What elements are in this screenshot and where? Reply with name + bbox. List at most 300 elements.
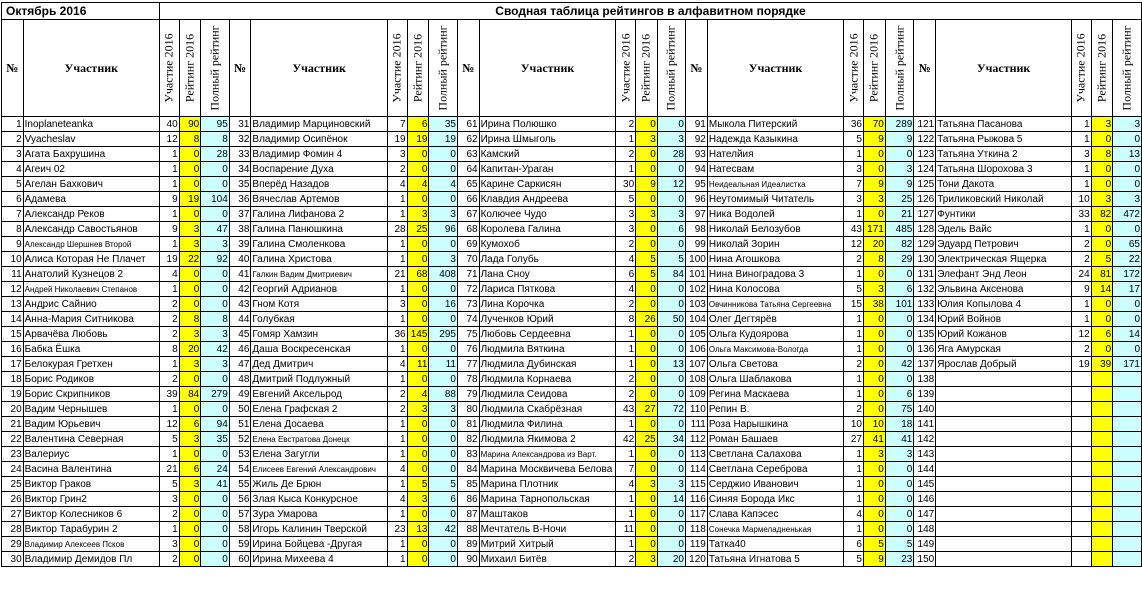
header-participant: Участник bbox=[23, 20, 159, 117]
row-number: 113 bbox=[685, 447, 707, 462]
participant-name: Лана Сноу bbox=[479, 267, 616, 282]
rating-value: 0 bbox=[636, 117, 658, 132]
table-row bbox=[2, 417, 1142, 432]
row-number: 44 bbox=[229, 312, 251, 327]
header-participation bbox=[844, 20, 864, 117]
full-rating-value: 0 bbox=[429, 537, 458, 552]
full-rating-value: 0 bbox=[201, 267, 230, 282]
rating-value: 0 bbox=[407, 312, 429, 327]
participation-count bbox=[1071, 402, 1091, 417]
participation-count: 28 bbox=[387, 222, 407, 237]
participant-name: Нина Колосова bbox=[707, 282, 843, 297]
rating-value: 0 bbox=[407, 237, 429, 252]
participant-name: Людмила Вяткина bbox=[479, 342, 616, 357]
participation-count: 1 bbox=[844, 312, 864, 327]
participation-count: 1 bbox=[616, 447, 636, 462]
participant-name: Игорь Калинин Тверской bbox=[251, 522, 387, 537]
row-number: 13 bbox=[2, 297, 24, 312]
participation-count: 1 bbox=[387, 342, 407, 357]
full-rating-value: 0 bbox=[429, 417, 458, 432]
participation-count: 7 bbox=[387, 117, 407, 132]
ratings-table bbox=[1, 2, 1142, 567]
participation-count: 1 bbox=[159, 177, 179, 192]
participation-count: 2 bbox=[616, 372, 636, 387]
full-rating-value: 0 bbox=[885, 312, 914, 327]
header-full-rating bbox=[657, 20, 685, 117]
full-rating-value: 0 bbox=[429, 282, 458, 297]
participation-count: 1 bbox=[844, 387, 864, 402]
full-rating-value: 96 bbox=[429, 222, 458, 237]
row-number: 66 bbox=[457, 192, 479, 207]
participation-count: 5 bbox=[159, 477, 179, 492]
rating-value: 6 bbox=[179, 417, 201, 432]
header-participation-text: Участие 2016 bbox=[1073, 33, 1088, 103]
rating-value: 0 bbox=[636, 462, 658, 477]
full-rating-value bbox=[1113, 552, 1142, 567]
rating-value: 0 bbox=[407, 552, 429, 567]
full-rating-value: 22 bbox=[1113, 252, 1142, 267]
rating-value: 0 bbox=[863, 207, 885, 222]
full-rating-value: 0 bbox=[657, 507, 685, 522]
rating-value: 3 bbox=[407, 492, 429, 507]
participant-name: Татьяна Шорохова 3 bbox=[936, 162, 1072, 177]
full-rating-value: 0 bbox=[657, 447, 685, 462]
row-number: 91 bbox=[685, 117, 707, 132]
participant-name: Юлия Копылова 4 bbox=[936, 297, 1072, 312]
full-rating-value: 0 bbox=[657, 192, 685, 207]
header-rating-text: Рейтинг 2016 bbox=[866, 33, 881, 103]
full-rating-value: 485 bbox=[885, 222, 914, 237]
rating-value: 3 bbox=[179, 222, 201, 237]
participant-name: Анна-Мария Ситникова bbox=[23, 312, 159, 327]
full-rating-value: 13 bbox=[657, 357, 685, 372]
participation-count: 2 bbox=[616, 387, 636, 402]
full-rating-value bbox=[1113, 417, 1142, 432]
participation-count: 1 bbox=[616, 342, 636, 357]
participation-count: 43 bbox=[616, 402, 636, 417]
row-number: 43 bbox=[229, 297, 251, 312]
row-number: 48 bbox=[229, 372, 251, 387]
participant-name: Татьяна Рыжова 5 bbox=[936, 132, 1072, 147]
full-rating-value: 13 bbox=[1113, 147, 1142, 162]
row-number: 30 bbox=[2, 552, 24, 567]
participation-count: 1 bbox=[844, 492, 864, 507]
header-number: № bbox=[685, 20, 707, 117]
participation-count: 24 bbox=[1071, 267, 1091, 282]
rating-value bbox=[1091, 432, 1113, 447]
participant-name: Николай Зорин bbox=[707, 237, 843, 252]
participant-name bbox=[936, 402, 1072, 417]
participation-count bbox=[1071, 522, 1091, 537]
rating-value: 14 bbox=[1091, 282, 1113, 297]
full-rating-value: 0 bbox=[885, 372, 914, 387]
rating-value: 38 bbox=[863, 297, 885, 312]
full-rating-value: 104 bbox=[201, 192, 230, 207]
row-number: 38 bbox=[229, 222, 251, 237]
rating-value: 5 bbox=[407, 477, 429, 492]
rating-value: 0 bbox=[636, 537, 658, 552]
header-rating-text: Рейтинг 2016 bbox=[1094, 33, 1109, 103]
row-number: 18 bbox=[2, 372, 24, 387]
table-body bbox=[2, 117, 1142, 567]
participant-name bbox=[936, 522, 1072, 537]
participation-count: 4 bbox=[159, 267, 179, 282]
participation-count: 2 bbox=[159, 507, 179, 522]
participant-name: Валериус bbox=[23, 447, 159, 462]
row-number: 149 bbox=[914, 537, 936, 552]
row-number: 8 bbox=[2, 222, 24, 237]
table-row bbox=[2, 507, 1142, 522]
participant-name: Владимир Алексеев Псков bbox=[23, 537, 159, 552]
table-row bbox=[2, 192, 1142, 207]
row-number: 89 bbox=[457, 537, 479, 552]
row-number: 47 bbox=[229, 357, 251, 372]
participant-name: Злая Кыса Конкурсное bbox=[251, 492, 387, 507]
row-number: 150 bbox=[914, 552, 936, 567]
full-rating-value: 0 bbox=[201, 447, 230, 462]
rating-value: 0 bbox=[407, 282, 429, 297]
row-number: 114 bbox=[685, 462, 707, 477]
participant-name: Светлана Салахова bbox=[707, 447, 843, 462]
rating-value: 0 bbox=[1091, 237, 1113, 252]
participant-name: Неутомимый Читатель bbox=[707, 192, 843, 207]
participant-name: Адамева bbox=[23, 192, 159, 207]
rating-value: 0 bbox=[636, 522, 658, 537]
full-rating-value: 3 bbox=[201, 327, 230, 342]
rating-value: 3 bbox=[863, 282, 885, 297]
row-number: 97 bbox=[685, 207, 707, 222]
participant-name bbox=[936, 387, 1072, 402]
row-number: 63 bbox=[457, 147, 479, 162]
rating-value: 0 bbox=[863, 522, 885, 537]
participation-count: 5 bbox=[844, 552, 864, 567]
row-number: 137 bbox=[914, 357, 936, 372]
rating-value: 3 bbox=[636, 552, 658, 567]
row-number: 144 bbox=[914, 462, 936, 477]
participation-count: 4 bbox=[616, 252, 636, 267]
row-number: 86 bbox=[457, 492, 479, 507]
row-number: 136 bbox=[914, 342, 936, 357]
header-full-rating-text: Полный рейтинг bbox=[663, 25, 678, 111]
rating-value: 3 bbox=[179, 432, 201, 447]
row-number: 148 bbox=[914, 522, 936, 537]
participation-count: 1 bbox=[387, 507, 407, 522]
participant-name: Кумохоб bbox=[479, 237, 616, 252]
participant-name: Лариса Пяткова bbox=[479, 282, 616, 297]
participant-name: Триликовский Николай bbox=[936, 192, 1072, 207]
participation-count: 7 bbox=[616, 462, 636, 477]
participant-name: Бабка Ёшка bbox=[23, 342, 159, 357]
rating-value bbox=[1091, 522, 1113, 537]
rating-value: 0 bbox=[636, 282, 658, 297]
participant-name: Юрий Кожанов bbox=[936, 327, 1072, 342]
rating-value: 8 bbox=[863, 252, 885, 267]
rating-value: 0 bbox=[636, 417, 658, 432]
header-participant: Участник bbox=[707, 20, 843, 117]
participant-name: Юрий Войнов bbox=[936, 312, 1072, 327]
rating-value: 3 bbox=[407, 207, 429, 222]
participation-count bbox=[1071, 507, 1091, 522]
full-rating-value: 0 bbox=[885, 327, 914, 342]
rating-value: 0 bbox=[636, 237, 658, 252]
participation-count: 4 bbox=[387, 462, 407, 477]
rating-value bbox=[1091, 402, 1113, 417]
rating-value: 0 bbox=[179, 372, 201, 387]
participant-name: Вперёд Назадов bbox=[251, 177, 387, 192]
participation-count: 6 bbox=[616, 267, 636, 282]
participant-name: Елена Графская 2 bbox=[251, 402, 387, 417]
full-rating-value: 41 bbox=[885, 432, 914, 447]
row-number: 36 bbox=[229, 192, 251, 207]
full-rating-value: 101 bbox=[885, 297, 914, 312]
full-rating-value: 295 bbox=[429, 327, 458, 342]
participant-name: Ирина Полюшко bbox=[479, 117, 616, 132]
row-number: 119 bbox=[685, 537, 707, 552]
table-row bbox=[2, 117, 1142, 132]
participation-count: 3 bbox=[844, 162, 864, 177]
participant-name: Дмитрий Подлужный bbox=[251, 372, 387, 387]
participant-name: Мыкола Питерский bbox=[707, 117, 843, 132]
rating-value: 0 bbox=[179, 297, 201, 312]
rating-value: 9 bbox=[863, 552, 885, 567]
participation-count: 1 bbox=[844, 462, 864, 477]
header-number: № bbox=[2, 20, 24, 117]
rating-value: 0 bbox=[636, 492, 658, 507]
row-number: 103 bbox=[685, 297, 707, 312]
row-number: 79 bbox=[457, 387, 479, 402]
participation-count: 1 bbox=[387, 237, 407, 252]
participation-count: 1 bbox=[1071, 117, 1091, 132]
full-rating-value: 0 bbox=[1113, 312, 1142, 327]
full-rating-value: 0 bbox=[885, 507, 914, 522]
full-rating-value: 0 bbox=[657, 117, 685, 132]
full-rating-value bbox=[1113, 462, 1142, 477]
participation-count: 4 bbox=[844, 507, 864, 522]
participation-count: 1 bbox=[387, 417, 407, 432]
participation-count: 12 bbox=[159, 417, 179, 432]
participant-name bbox=[936, 507, 1072, 522]
full-rating-value: 0 bbox=[657, 282, 685, 297]
participation-count bbox=[1071, 492, 1091, 507]
participation-count: 1 bbox=[387, 207, 407, 222]
rating-value: 0 bbox=[636, 147, 658, 162]
table-row bbox=[2, 552, 1142, 567]
header-participation bbox=[1071, 20, 1091, 117]
participation-count: 1 bbox=[844, 147, 864, 162]
full-rating-value: 0 bbox=[201, 372, 230, 387]
full-rating-value: 0 bbox=[1113, 177, 1142, 192]
full-rating-value: 0 bbox=[657, 342, 685, 357]
participant-name: Лученков Юрий bbox=[479, 312, 616, 327]
participation-count: 3 bbox=[616, 222, 636, 237]
participant-name: Ольга Шаблакова bbox=[707, 372, 843, 387]
participant-name bbox=[936, 417, 1072, 432]
participant-name: Ярослав Добрый bbox=[936, 357, 1072, 372]
full-rating-value: 28 bbox=[657, 147, 685, 162]
row-number: 34 bbox=[229, 162, 251, 177]
participant-name: Георгий Адрианов bbox=[251, 282, 387, 297]
participant-name: Репин В. bbox=[707, 402, 843, 417]
participation-count: 19 bbox=[387, 132, 407, 147]
participation-count: 27 bbox=[844, 432, 864, 447]
participation-count: 1 bbox=[387, 552, 407, 567]
full-rating-value: 6 bbox=[885, 387, 914, 402]
row-number: 3 bbox=[2, 147, 24, 162]
rating-value: 22 bbox=[179, 252, 201, 267]
row-number: 4 bbox=[2, 162, 24, 177]
rating-value: 3 bbox=[1091, 117, 1113, 132]
full-rating-value: 0 bbox=[429, 372, 458, 387]
rating-value: 0 bbox=[636, 387, 658, 402]
row-number: 52 bbox=[229, 432, 251, 447]
participation-count: 1 bbox=[844, 447, 864, 462]
rating-value: 0 bbox=[863, 507, 885, 522]
full-rating-value: 0 bbox=[657, 327, 685, 342]
row-number: 117 bbox=[685, 507, 707, 522]
participation-count: 4 bbox=[616, 477, 636, 492]
participant-name: Анатолий Кузнецов 2 bbox=[23, 267, 159, 282]
table-row bbox=[2, 177, 1142, 192]
rating-value: 145 bbox=[407, 327, 429, 342]
full-rating-value: 47 bbox=[201, 222, 230, 237]
row-number: 15 bbox=[2, 327, 24, 342]
row-number: 72 bbox=[457, 282, 479, 297]
row-number: 118 bbox=[685, 522, 707, 537]
full-rating-value: 0 bbox=[429, 192, 458, 207]
header-number: № bbox=[457, 20, 479, 117]
participant-name: Капитан-Ураган bbox=[479, 162, 616, 177]
rating-value: 0 bbox=[1091, 297, 1113, 312]
participation-count: 36 bbox=[844, 117, 864, 132]
row-number: 73 bbox=[457, 297, 479, 312]
participant-name: Элефант Энд Леон bbox=[936, 267, 1072, 282]
row-number: 122 bbox=[914, 132, 936, 147]
full-rating-value: 42 bbox=[885, 357, 914, 372]
rating-value: 25 bbox=[636, 432, 658, 447]
participant-name: Галина Панюшкина bbox=[251, 222, 387, 237]
row-number: 46 bbox=[229, 342, 251, 357]
participation-count: 19 bbox=[159, 252, 179, 267]
participation-count: 4 bbox=[387, 357, 407, 372]
row-number: 96 bbox=[685, 192, 707, 207]
participation-count: 2 bbox=[616, 552, 636, 567]
full-rating-value: 3 bbox=[1113, 192, 1142, 207]
row-number: 14 bbox=[2, 312, 24, 327]
participation-count: 12 bbox=[159, 132, 179, 147]
rating-value: 0 bbox=[407, 297, 429, 312]
participation-count: 2 bbox=[159, 312, 179, 327]
participation-count: 1 bbox=[844, 327, 864, 342]
participation-count: 2 bbox=[844, 402, 864, 417]
full-rating-value: 0 bbox=[885, 522, 914, 537]
participation-count: 30 bbox=[616, 177, 636, 192]
rating-value: 82 bbox=[1091, 207, 1113, 222]
participation-count: 1 bbox=[844, 522, 864, 537]
rating-value: 0 bbox=[179, 537, 201, 552]
row-number: 49 bbox=[229, 387, 251, 402]
participant-name: Елена Досаева bbox=[251, 417, 387, 432]
full-rating-value: 0 bbox=[429, 507, 458, 522]
full-rating-value: 25 bbox=[885, 192, 914, 207]
full-rating-value: 92 bbox=[201, 252, 230, 267]
participant-name: Карине Саркисян bbox=[479, 177, 616, 192]
participant-name: Неидеальная Идеалистка bbox=[707, 177, 843, 192]
participation-count: 1 bbox=[844, 477, 864, 492]
participation-count: 2 bbox=[1071, 342, 1091, 357]
full-rating-value bbox=[1113, 402, 1142, 417]
participation-count: 1 bbox=[1071, 297, 1091, 312]
header-participation-text: Участие 2016 bbox=[846, 33, 861, 103]
row-number: 37 bbox=[229, 207, 251, 222]
header-row bbox=[2, 20, 1142, 117]
month-label: Октябрь 2016 bbox=[2, 3, 160, 20]
rating-value: 9 bbox=[863, 177, 885, 192]
participation-count: 1 bbox=[844, 207, 864, 222]
participant-name: Синяя Борода Икс bbox=[707, 492, 843, 507]
row-number: 77 bbox=[457, 357, 479, 372]
row-number: 65 bbox=[457, 177, 479, 192]
participation-count: 2 bbox=[844, 252, 864, 267]
rating-value: 0 bbox=[863, 492, 885, 507]
participation-count bbox=[1071, 447, 1091, 462]
row-number: 108 bbox=[685, 372, 707, 387]
row-number: 9 bbox=[2, 237, 24, 252]
rating-value: 3 bbox=[636, 207, 658, 222]
participant-name: Vyacheslav bbox=[23, 132, 159, 147]
header-rating-text: Рейтинг 2016 bbox=[182, 33, 197, 103]
row-number: 78 bbox=[457, 372, 479, 387]
full-rating-value: 0 bbox=[885, 147, 914, 162]
full-rating-value: 3 bbox=[657, 132, 685, 147]
participation-count: 6 bbox=[844, 537, 864, 552]
rating-value bbox=[1091, 537, 1113, 552]
row-number: 25 bbox=[2, 477, 24, 492]
participation-count: 1 bbox=[616, 537, 636, 552]
rating-value: 0 bbox=[1091, 342, 1113, 357]
rating-value: 0 bbox=[636, 357, 658, 372]
rating-value: 0 bbox=[863, 477, 885, 492]
participant-name: Надежда Казыкина bbox=[707, 132, 843, 147]
row-number: 107 bbox=[685, 357, 707, 372]
row-number: 7 bbox=[2, 207, 24, 222]
rating-sheet bbox=[1, 2, 1142, 567]
full-rating-value: 3 bbox=[429, 207, 458, 222]
rating-value: 3 bbox=[863, 192, 885, 207]
full-rating-value: 19 bbox=[429, 132, 458, 147]
participation-count: 1 bbox=[387, 312, 407, 327]
participant-name: Белокурая Гретхен bbox=[23, 357, 159, 372]
rating-value: 5 bbox=[636, 267, 658, 282]
rating-value: 5 bbox=[863, 537, 885, 552]
rating-value: 0 bbox=[179, 162, 201, 177]
participant-name: Марина Плотник bbox=[479, 477, 616, 492]
rating-value: 10 bbox=[863, 417, 885, 432]
rating-value: 0 bbox=[407, 447, 429, 462]
participant-name: Ольга Кудоярова bbox=[707, 327, 843, 342]
table-row bbox=[2, 252, 1142, 267]
participant-name: Эльвина Аксенова bbox=[936, 282, 1072, 297]
rating-value: 0 bbox=[636, 327, 658, 342]
full-rating-value: 0 bbox=[1113, 162, 1142, 177]
row-number: 116 bbox=[685, 492, 707, 507]
full-rating-value: 88 bbox=[429, 387, 458, 402]
header-full-rating-text: Полный рейтинг bbox=[435, 25, 450, 111]
full-rating-value: 75 bbox=[885, 402, 914, 417]
full-rating-value: 0 bbox=[201, 162, 230, 177]
row-number: 55 bbox=[229, 477, 251, 492]
rating-value: 0 bbox=[179, 447, 201, 462]
table-row bbox=[2, 207, 1142, 222]
